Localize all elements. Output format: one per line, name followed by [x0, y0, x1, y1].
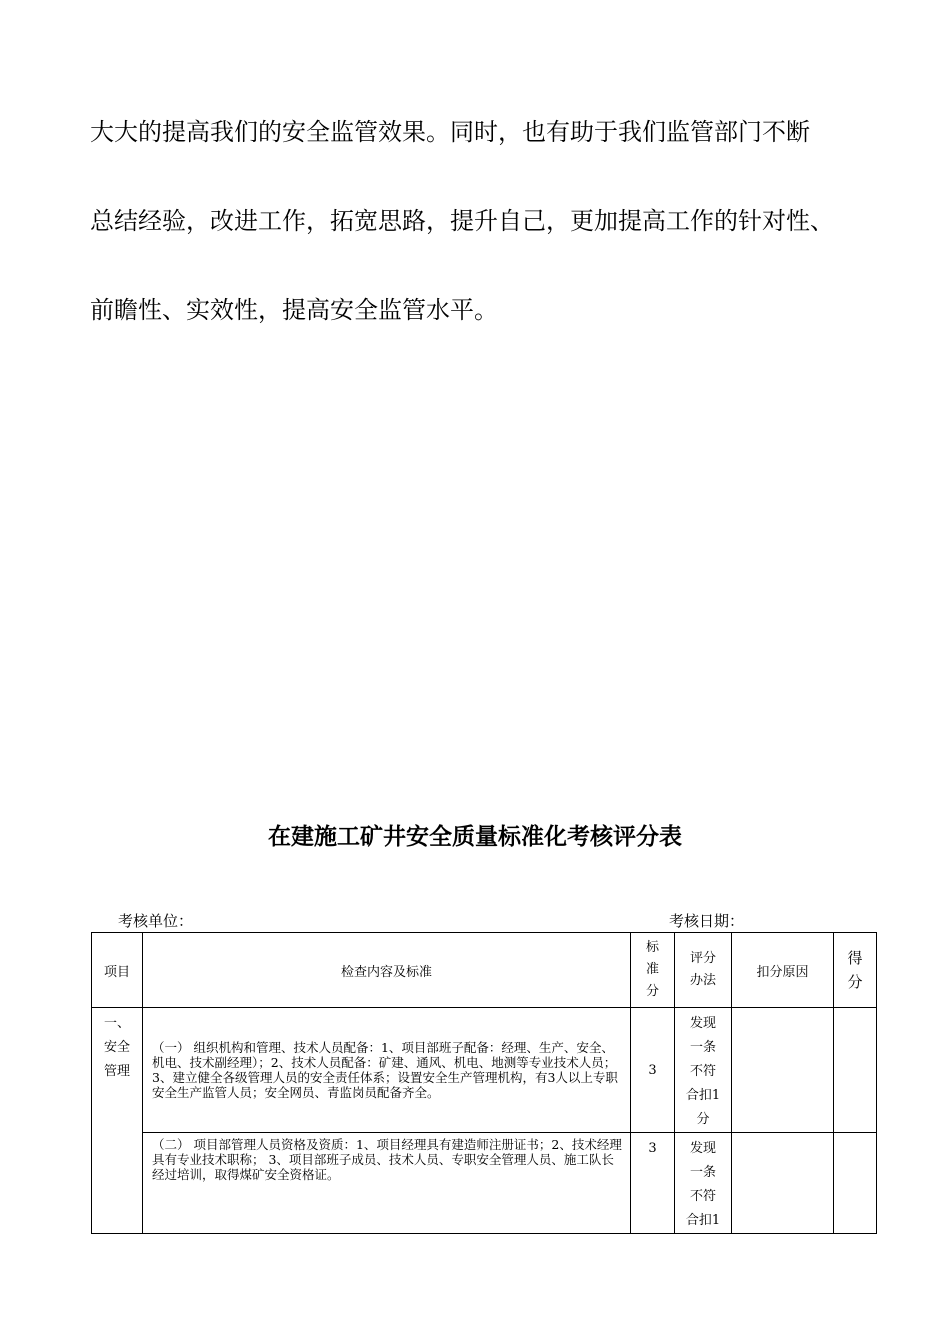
- table-header-row: [92, 933, 877, 1008]
- row-2-scoring-method: 发现 一条 不符 合扣1: [675, 1133, 732, 1234]
- header-standard-score: 标 准 分: [631, 933, 675, 1008]
- scoring-table: [91, 932, 877, 1234]
- row-1-standard-score: 3: [631, 1008, 675, 1133]
- header-deduction-reason: 扣分原因: [732, 933, 834, 1008]
- table-title: 在建施工矿井安全质量标准化考核评分表: [268, 824, 682, 850]
- header-project: 项目: [92, 933, 143, 1008]
- header-content: 检查内容及标准: [143, 933, 631, 1008]
- row-2-deduction-reason: [732, 1133, 834, 1234]
- paragraph-line-3: 前瞻性、实效性，提高安全监管水平。: [90, 296, 498, 324]
- row-1-deduction-reason: [732, 1008, 834, 1133]
- assessment-unit-label: 考核单位：: [118, 912, 194, 930]
- row-2-score: [834, 1133, 877, 1234]
- row-2-standard-score: 3: [631, 1133, 675, 1234]
- row-1-score: [834, 1008, 877, 1133]
- table-row: [92, 1008, 877, 1133]
- row-2-content: （二） 项目部管理人员资格及资质：1、项目经理具有建造师注册证书；2、技术经理具有专业技术职称； 3、项目部班子成员、技术人员、专职安全管理人员、施工队长经过培训，取得煤矿安全资格证。: [143, 1133, 631, 1234]
- paragraph-line-1: 大大的提高我们的安全监管效果。同时，也有助于我们监管部门不断: [90, 118, 810, 146]
- row-1-content: （一） 组织机构和管理、技术人员配备：1、项目部班子配备：经理、生产、安全、机电、技术副经理）；2、技术人员配备：矿建、通风、机电、地测等专业技术人员；3、建立健全各级管理人员的安全责任体系；设置安全生产管理机构，有3人以上专职安全生产监管人员；安全网员、青监岗员配备齐全。: [143, 1008, 631, 1133]
- table-row: [92, 1133, 877, 1234]
- header-score: 得 分: [834, 933, 877, 1008]
- paragraph-line-2: 总结经验，改进工作，拓宽思路，提升自己，更加提高工作的针对性、: [90, 207, 834, 235]
- header-scoring-method: 评分 办法: [675, 933, 732, 1008]
- assessment-date-label: 考核日期：: [669, 912, 745, 930]
- row-1-scoring-method: 发现 一条 不符 合扣1 分: [675, 1008, 732, 1133]
- section-safety-management: 一、 安全 管理: [92, 1008, 143, 1234]
